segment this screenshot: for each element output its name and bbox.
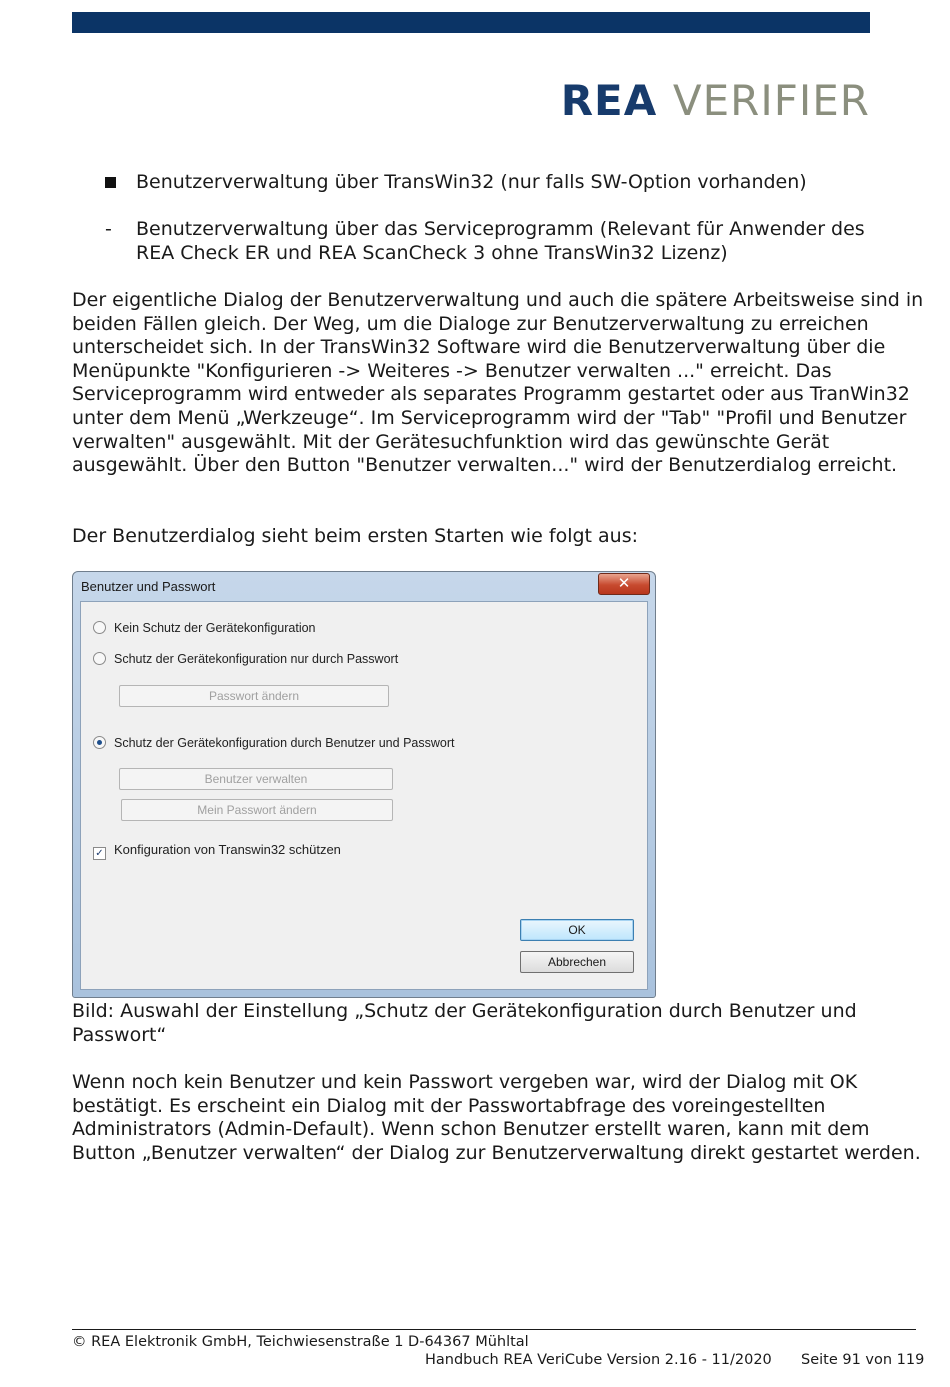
radio-icon [93,652,106,665]
bullet-item [105,218,905,265]
dialog-window [72,571,656,998]
dialog-client [80,601,648,990]
change-password-button[interactable]: Passwort ändern [119,685,389,707]
checkbox-protect-transwin[interactable]: ✓ Konfiguration von Transwin32 schützen [93,842,341,860]
paragraph: Der eigentliche Dialog der Benutzerverwaltung und auch die spätere Arbeitsweise sind in beiden Fällen gleich. Der Weg, um die Dialoge zur Benutzerverwaltung zu erreichen unterscheidet sich. In der TransWin32 Software wird die Benutzerverwaltung über die Menüpunkte "Konfigurieren -> Weiteres -> Benutzer verwalten ..." erreicht. Das Serviceprogramm wird entweder als separates Programm gestartet oder aus TranWin32 unter dem Menü „Werkzeuge“. Im Serviceprogramm wird der "Tab" "Profil und Benutzer verwalten" ausgewählt. Mit der Gerätesuchfunktion wird das gewünschte Gerät ausgewählt. Über den Button "Benutzer verwalten..." wird der Benutzerdialog erreicht. [72,289,924,477]
radio-icon [93,621,106,634]
radio-password-only[interactable]: Schutz der Gerätekonfiguration nur durch Passwort [93,652,398,666]
brand-verifier: VERIFIER [672,76,870,125]
brand-rea: REA [560,76,658,125]
footer-copyright: © REA Elektronik GmbH, Teichwiesenstraße 1 D-64367 Mühltal [72,1334,529,1350]
my-password-button[interactable]: Mein Passwort ändern [121,799,393,821]
cancel-button[interactable]: Abbrechen [520,951,634,973]
close-icon[interactable]: ✕ [598,573,650,595]
manage-users-button[interactable]: Benutzer verwalten [119,768,393,790]
brand-logo [561,76,870,125]
footer-manual: Handbuch REA VeriCube Version 2.16 - 11/2020 [425,1352,772,1368]
header-bar [72,12,870,33]
figure-caption: Bild: Auswahl der Einstellung „Schutz der Gerätekonfiguration durch Benutzer und Passwort“ [72,1000,857,1046]
checkbox-checked-icon: ✓ [93,847,106,860]
ok-button[interactable]: OK [520,919,634,941]
footer-page-number: Seite 91 von 119 [801,1352,925,1368]
dash-bullet: - [105,218,112,240]
paragraph: Wenn noch kein Benutzer und kein Passwort vergeben war, wird der Dialog mit OK bestätigt. Es erscheint ein Dialog mit der Passwortabfrage des voreingestellten Administrators (Admin-Default). Wenn schon Benutzer erstellt waren, kann mit dem Button „Benutzer verwalten“ der Dialog zur Benutzerverwaltung direkt gestartet werden. [72,1071,921,1164]
radio-no-protection[interactable]: Kein Schutz der Gerätekonfiguration [93,621,316,635]
bullet-text: Benutzerverwaltung über TransWin32 (nur falls SW-Option vorhanden) [136,171,807,193]
bullet-item [105,171,905,195]
square-bullet-icon [105,171,116,195]
radio-selected-icon [93,736,106,749]
footer-rule [72,1329,916,1330]
radio-user-and-password[interactable]: Schutz der Gerätekonfiguration durch Benutzer und Passwort [93,736,454,750]
dialog-title: Benutzer und Passwort [81,579,216,594]
paragraph: Der Benutzerdialog sieht beim ersten Starten wie folgt aus: [72,525,639,547]
bullet-text: Benutzerverwaltung über das Serviceprogramm (Relevant für Anwender des REA Check ER und REA ScanCheck 3 ohne TransWin32 Lizenz) [136,218,865,264]
